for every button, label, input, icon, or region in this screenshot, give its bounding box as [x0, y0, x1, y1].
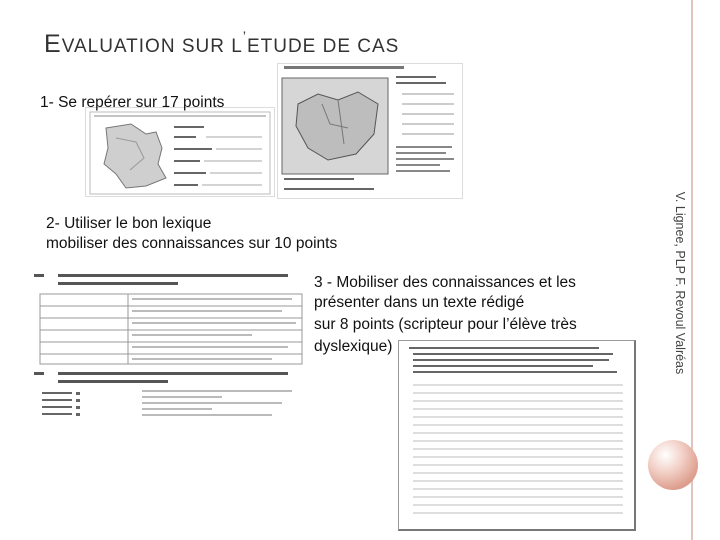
section-2-line2: mobiliser des connaissances sur 10 points [46, 235, 338, 252]
section-3-line1: 3 - Mobiliser des connaissances et les [314, 274, 576, 291]
title-part2: ETUDE DE CAS [246, 36, 400, 57]
decorative-orb [648, 440, 698, 490]
worksheet-lexique-thumbnail [32, 268, 312, 428]
section-3-line3: sur 8 points (scripteur pour l’élève très [314, 316, 577, 333]
section-3-line4: dyslexique) [314, 338, 393, 355]
writing-lines-image [399, 341, 634, 529]
section-3-line2: présenter dans un texte rédigé [314, 294, 525, 311]
author-credit: V. Lignee, PLP F. Revoul Valréas [673, 191, 687, 375]
lexique-table-image [32, 268, 312, 428]
worksheet-writing-thumbnail [398, 340, 636, 531]
section-1-label: 1- Se repérer sur 17 points [40, 94, 225, 111]
worksheet-france-map-thumbnail [86, 108, 274, 196]
title-apostrophe: ’ [242, 28, 247, 44]
worksheet-region-map-thumbnail [278, 64, 462, 198]
title-part1: VALUATION SUR L [61, 36, 243, 57]
title-first-letter: E [44, 30, 62, 58]
region-map-image [278, 64, 462, 198]
france-map-image [86, 108, 274, 196]
section-2-line1: 2- Utiliser le bon lexique [46, 215, 212, 232]
page-title [44, 30, 399, 59]
